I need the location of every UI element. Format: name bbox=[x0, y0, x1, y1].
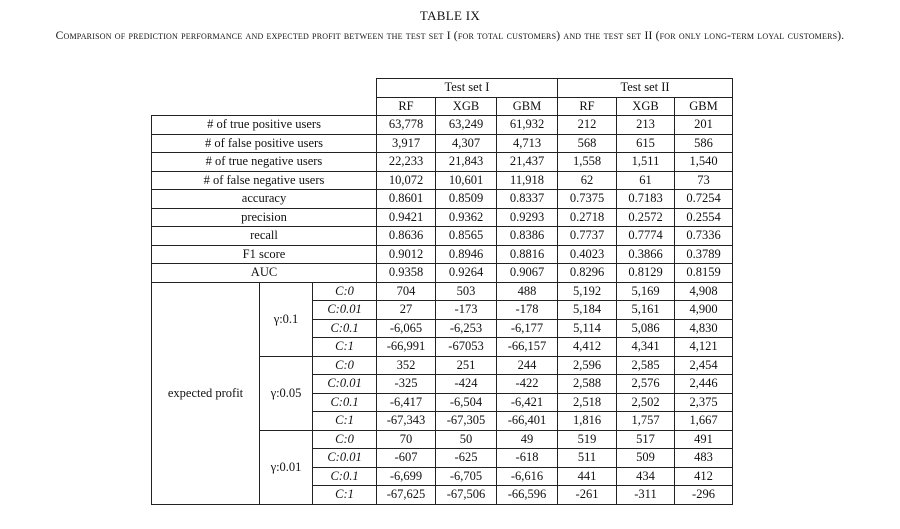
profit-value: 5,114 bbox=[558, 319, 617, 338]
metric-value: 0.7183 bbox=[617, 190, 675, 209]
profit-value: 4,341 bbox=[617, 338, 675, 357]
metric-value: 0.8386 bbox=[497, 227, 558, 246]
metric-value: 3,917 bbox=[377, 134, 436, 153]
metric-value: 0.7254 bbox=[675, 190, 733, 209]
profit-value: -6,253 bbox=[436, 319, 497, 338]
profit-value: -6,421 bbox=[497, 393, 558, 412]
profit-value: -178 bbox=[497, 301, 558, 320]
metric-value: 213 bbox=[617, 116, 675, 135]
profit-value: -296 bbox=[675, 486, 733, 505]
metric-row bbox=[152, 245, 733, 264]
profit-value: -625 bbox=[436, 449, 497, 468]
metric-value: 0.9293 bbox=[497, 208, 558, 227]
header-model: XGB bbox=[436, 97, 497, 116]
header-row-models bbox=[152, 97, 733, 116]
profit-value: -6,504 bbox=[436, 393, 497, 412]
profit-value: -6,616 bbox=[497, 467, 558, 486]
metric-row bbox=[152, 171, 733, 190]
metric-value: 61,932 bbox=[497, 116, 558, 135]
profit-value: -67053 bbox=[436, 338, 497, 357]
metric-value: 10,072 bbox=[377, 171, 436, 190]
profit-value: -607 bbox=[377, 449, 436, 468]
metric-value: 0.2718 bbox=[558, 208, 617, 227]
metric-value: 1,540 bbox=[675, 153, 733, 172]
metric-value: 1,558 bbox=[558, 153, 617, 172]
metric-value: 0.7737 bbox=[558, 227, 617, 246]
header-model: GBM bbox=[675, 97, 733, 116]
profit-value: 5,184 bbox=[558, 301, 617, 320]
metric-value: 0.9067 bbox=[497, 264, 558, 283]
gamma-label: γ:0.01 bbox=[260, 430, 313, 504]
c-label: C:0.01 bbox=[313, 449, 377, 468]
c-label: C:0 bbox=[313, 356, 377, 375]
profit-value: -261 bbox=[558, 486, 617, 505]
metric-value: 201 bbox=[675, 116, 733, 135]
profit-value: -6,065 bbox=[377, 319, 436, 338]
profit-value: 27 bbox=[377, 301, 436, 320]
profit-value: 1,757 bbox=[617, 412, 675, 431]
profit-value: 5,169 bbox=[617, 282, 675, 301]
profit-value: 5,161 bbox=[617, 301, 675, 320]
profit-value: -66,157 bbox=[497, 338, 558, 357]
metric-value: 0.8296 bbox=[558, 264, 617, 283]
profit-value: -422 bbox=[497, 375, 558, 394]
profit-value: 50 bbox=[436, 430, 497, 449]
metric-value: 0.9012 bbox=[377, 245, 436, 264]
profit-value: 4,900 bbox=[675, 301, 733, 320]
profit-value: 1,816 bbox=[558, 412, 617, 431]
metric-value: 0.4023 bbox=[558, 245, 617, 264]
metric-value: 212 bbox=[558, 116, 617, 135]
metric-label: # of false positive users bbox=[152, 134, 377, 153]
profit-value: -6,417 bbox=[377, 393, 436, 412]
metric-value: 0.3789 bbox=[675, 245, 733, 264]
header-row-sets bbox=[152, 79, 733, 98]
metric-label: precision bbox=[152, 208, 377, 227]
c-label: C:0.01 bbox=[313, 301, 377, 320]
profit-value: 2,446 bbox=[675, 375, 733, 394]
profit-label: expected profit bbox=[152, 282, 260, 504]
metric-value: 22,233 bbox=[377, 153, 436, 172]
c-label: C:0 bbox=[313, 282, 377, 301]
profit-value: 519 bbox=[558, 430, 617, 449]
metric-value: 0.9358 bbox=[377, 264, 436, 283]
metric-value: 0.7375 bbox=[558, 190, 617, 209]
results-table bbox=[151, 78, 733, 505]
metric-value: 0.8601 bbox=[377, 190, 436, 209]
profit-value: 5,192 bbox=[558, 282, 617, 301]
metric-value: 0.8129 bbox=[617, 264, 675, 283]
metric-value: 61 bbox=[617, 171, 675, 190]
profit-value: 4,908 bbox=[675, 282, 733, 301]
profit-value: 483 bbox=[675, 449, 733, 468]
metric-label: F1 score bbox=[152, 245, 377, 264]
metric-value: 0.8946 bbox=[436, 245, 497, 264]
profit-value: 2,576 bbox=[617, 375, 675, 394]
metric-value: 0.7774 bbox=[617, 227, 675, 246]
header-test-set-2: Test set II bbox=[558, 79, 733, 98]
metric-label: # of false negative users bbox=[152, 171, 377, 190]
c-label: C:0.1 bbox=[313, 467, 377, 486]
profit-value: 2,502 bbox=[617, 393, 675, 412]
metric-value: 63,249 bbox=[436, 116, 497, 135]
profit-value: 4,830 bbox=[675, 319, 733, 338]
profit-value: 517 bbox=[617, 430, 675, 449]
header-model: RF bbox=[558, 97, 617, 116]
metric-value: 586 bbox=[675, 134, 733, 153]
metric-value: 1,511 bbox=[617, 153, 675, 172]
profit-value: 49 bbox=[497, 430, 558, 449]
table-label: TABLE IX bbox=[419, 8, 481, 23]
metric-value: 21,437 bbox=[497, 153, 558, 172]
metric-value: 0.8159 bbox=[675, 264, 733, 283]
profit-value: 4,412 bbox=[558, 338, 617, 357]
c-label: C:1 bbox=[313, 486, 377, 505]
profit-value: 511 bbox=[558, 449, 617, 468]
metric-value: 0.8509 bbox=[436, 190, 497, 209]
table-caption: Comparison of prediction performance and expected profit between the test set I (for total customers) and the test set II (for only long-term loyal customers). bbox=[55, 30, 845, 42]
metric-value: 4,713 bbox=[497, 134, 558, 153]
metric-row bbox=[152, 208, 733, 227]
profit-value: 1,667 bbox=[675, 412, 733, 431]
header-blank bbox=[152, 79, 377, 98]
profit-value: -424 bbox=[436, 375, 497, 394]
profit-value: -66,991 bbox=[377, 338, 436, 357]
profit-value: 2,454 bbox=[675, 356, 733, 375]
metric-value: 0.3866 bbox=[617, 245, 675, 264]
header-model: GBM bbox=[497, 97, 558, 116]
header-blank bbox=[152, 97, 377, 116]
metric-label: accuracy bbox=[152, 190, 377, 209]
profit-value: -618 bbox=[497, 449, 558, 468]
profit-value: 244 bbox=[497, 356, 558, 375]
metric-value: 0.2554 bbox=[675, 208, 733, 227]
c-label: C:0.01 bbox=[313, 375, 377, 394]
metric-value: 21,843 bbox=[436, 153, 497, 172]
metric-value: 0.9421 bbox=[377, 208, 436, 227]
profit-value: -67,343 bbox=[377, 412, 436, 431]
profit-value: 5,086 bbox=[617, 319, 675, 338]
profit-value: 2,596 bbox=[558, 356, 617, 375]
header-test-set-1: Test set I bbox=[377, 79, 558, 98]
metric-row bbox=[152, 134, 733, 153]
profit-value: 488 bbox=[497, 282, 558, 301]
profit-value: 491 bbox=[675, 430, 733, 449]
profit-value: 352 bbox=[377, 356, 436, 375]
metric-value: 0.8337 bbox=[497, 190, 558, 209]
profit-value: -6,699 bbox=[377, 467, 436, 486]
metric-value: 73 bbox=[675, 171, 733, 190]
profit-value: 2,585 bbox=[617, 356, 675, 375]
header-model: XGB bbox=[617, 97, 675, 116]
metric-row bbox=[152, 264, 733, 283]
profit-value: 441 bbox=[558, 467, 617, 486]
metric-label: AUC bbox=[152, 264, 377, 283]
c-label: C:0.1 bbox=[313, 319, 377, 338]
profit-value: 2,375 bbox=[675, 393, 733, 412]
profit-value: 70 bbox=[377, 430, 436, 449]
metric-value: 0.8636 bbox=[377, 227, 436, 246]
profit-value: 503 bbox=[436, 282, 497, 301]
metric-value: 0.7336 bbox=[675, 227, 733, 246]
metric-value: 0.9264 bbox=[436, 264, 497, 283]
header-model: RF bbox=[377, 97, 436, 116]
profit-value: -311 bbox=[617, 486, 675, 505]
c-label: C:1 bbox=[313, 338, 377, 357]
metric-value: 0.2572 bbox=[617, 208, 675, 227]
profit-value: -67,506 bbox=[436, 486, 497, 505]
metric-value: 615 bbox=[617, 134, 675, 153]
profit-row bbox=[152, 282, 733, 301]
metric-row bbox=[152, 227, 733, 246]
metric-value: 0.9362 bbox=[436, 208, 497, 227]
table-body bbox=[152, 79, 733, 505]
profit-value: -66,401 bbox=[497, 412, 558, 431]
profit-value: -6,705 bbox=[436, 467, 497, 486]
metric-value: 0.8565 bbox=[436, 227, 497, 246]
profit-value: 2,518 bbox=[558, 393, 617, 412]
metric-row bbox=[152, 116, 733, 135]
metric-value: 11,918 bbox=[497, 171, 558, 190]
metric-label: # of true negative users bbox=[152, 153, 377, 172]
profit-value: 509 bbox=[617, 449, 675, 468]
metric-row bbox=[152, 153, 733, 172]
profit-value: -6,177 bbox=[497, 319, 558, 338]
c-label: C:1 bbox=[313, 412, 377, 431]
metric-label: # of true positive users bbox=[152, 116, 377, 135]
profit-value: 412 bbox=[675, 467, 733, 486]
metric-value: 62 bbox=[558, 171, 617, 190]
profit-value: -67,305 bbox=[436, 412, 497, 431]
profit-value: 4,121 bbox=[675, 338, 733, 357]
profit-value: -66,596 bbox=[497, 486, 558, 505]
profit-value: 2,588 bbox=[558, 375, 617, 394]
metric-label: recall bbox=[152, 227, 377, 246]
metric-value: 0.8816 bbox=[497, 245, 558, 264]
gamma-label: γ:0.05 bbox=[260, 356, 313, 430]
gamma-label: γ:0.1 bbox=[260, 282, 313, 356]
metric-value: 568 bbox=[558, 134, 617, 153]
profit-value: -325 bbox=[377, 375, 436, 394]
metric-row bbox=[152, 190, 733, 209]
profit-value: -173 bbox=[436, 301, 497, 320]
metric-value: 4,307 bbox=[436, 134, 497, 153]
profit-value: -67,625 bbox=[377, 486, 436, 505]
profit-value: 704 bbox=[377, 282, 436, 301]
c-label: C:0 bbox=[313, 430, 377, 449]
metric-value: 10,601 bbox=[436, 171, 497, 190]
profit-value: 434 bbox=[617, 467, 675, 486]
c-label: C:0.1 bbox=[313, 393, 377, 412]
metric-value: 63,778 bbox=[377, 116, 436, 135]
profit-value: 251 bbox=[436, 356, 497, 375]
